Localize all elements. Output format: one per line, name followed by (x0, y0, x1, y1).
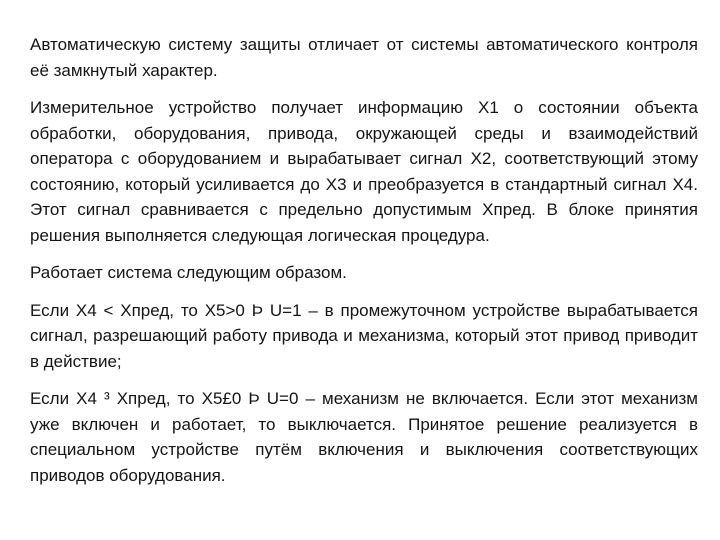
paragraph-intro: Автоматическую систему защиты отличает от системы автоматического контроля её замкнутый характер. (30, 35, 698, 80)
paragraph-condition-deny: Если Х4 ³ Хпред, то Х5£0 Þ U=0 – механизм не включается. Если этот механизм уже включен и работает, то выключается. Принятое решение реализуется в специальном устройстве путём включения и выключения соответствующих приводов оборудования. (30, 389, 698, 485)
paragraph-condition-allow: Если Х4 < Хпред, то Х5>0 Þ U=1 – в промежуточном устройстве вырабатывается сигнал, разрешающий работу привода и механизма, который этот привод приводит в действие; (30, 300, 698, 371)
paragraph-operation: Работает система следующим образом. (30, 263, 347, 282)
slide-content (30, 32, 698, 500)
paragraph-measurement: Измерительное устройство получает информацию Х1 о состоянии объекта обработки, оборудования, привода, окружающей среды и взаимодействий оператора с оборудованием и вырабатывает сигнал Х2, соответствующий этому состоянию, который усиливается до Х3 и преобразуется в стандартный сигнал Х4. Этот сигнал сравнивается с предельно допустимым Хпред. В блоке принятия решения выполняется следующая логическая процедура. (30, 98, 698, 245)
